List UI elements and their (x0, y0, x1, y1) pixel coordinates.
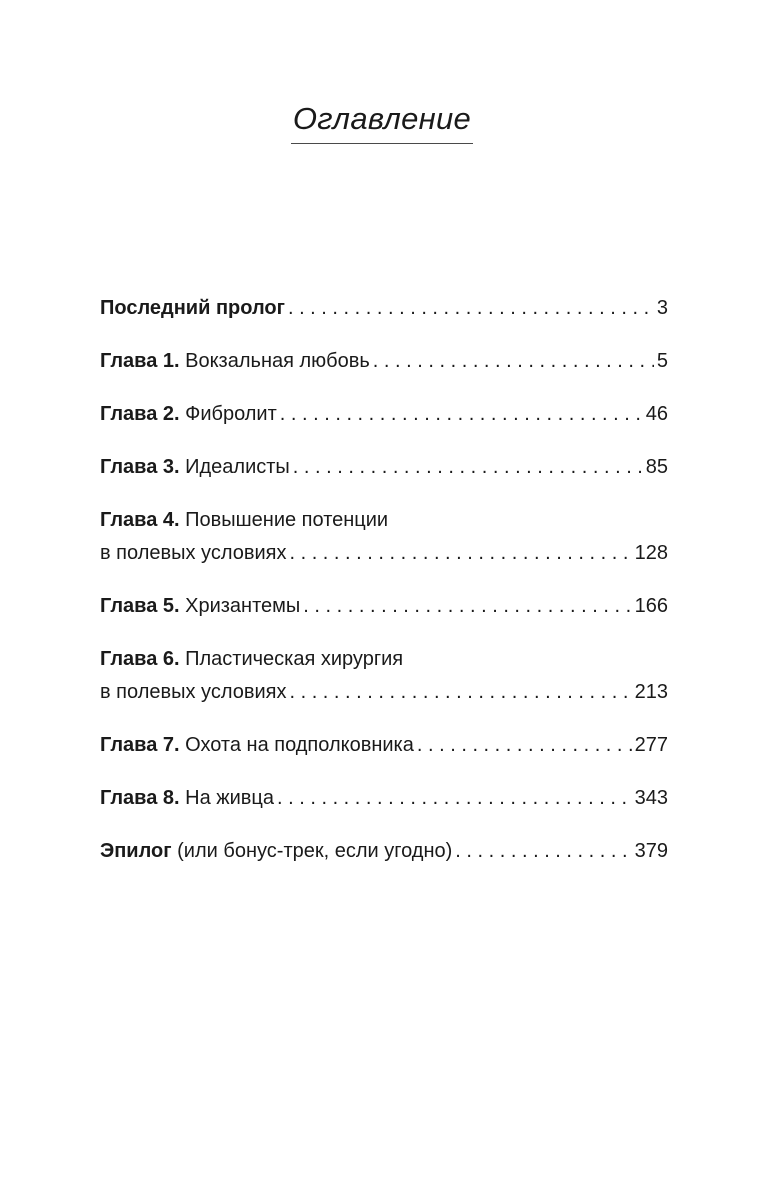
toc-entry-label (100, 782, 274, 815)
toc-entry-title-continuation: в полевых условиях (100, 542, 287, 564)
toc-entry-title: Вокзальная любовь (179, 350, 370, 372)
toc-entry-label (100, 835, 452, 868)
page-title-text: Оглавление (291, 100, 473, 144)
dot-leader (373, 345, 654, 378)
toc-entry-heading: Эпилог (100, 840, 172, 862)
toc-entry-prologue[interactable] (100, 292, 668, 325)
toc-page-number: 85 (645, 456, 668, 478)
toc-entry-heading: Глава 1. (100, 350, 180, 372)
toc-entry-label (100, 590, 300, 623)
dot-leader (289, 537, 631, 570)
page-title (0, 100, 764, 144)
toc-entry-heading: Глава 5. (100, 595, 180, 617)
table-of-contents (100, 292, 668, 888)
dot-leader (303, 590, 631, 623)
toc-entry-heading: Глава 7. (100, 734, 180, 756)
toc-entry-heading: Глава 4. (100, 509, 180, 531)
toc-page-number: 5 (656, 350, 668, 372)
toc-entry-label (100, 504, 668, 537)
dot-leader (288, 292, 654, 325)
toc-entry-chapter-2[interactable] (100, 398, 668, 431)
toc-entry-chapter-8[interactable] (100, 782, 668, 815)
dot-leader (455, 835, 631, 868)
dot-leader (280, 398, 643, 431)
toc-entry-title: Пластическая хирургия (179, 648, 404, 670)
toc-entry-chapter-6[interactable] (100, 643, 668, 709)
dot-leader (289, 676, 631, 709)
toc-page-number: 166 (634, 595, 668, 617)
toc-entry-label (100, 729, 414, 762)
toc-entry-epilogue[interactable] (100, 835, 668, 868)
toc-entry-chapter-4[interactable] (100, 504, 668, 570)
toc-page-number: 128 (634, 542, 668, 564)
toc-entry-heading: Последний пролог (100, 297, 285, 319)
toc-entry-title: Фибролит (179, 403, 277, 425)
toc-entry-label (100, 398, 277, 431)
toc-entry-title: Идеалисты (179, 456, 290, 478)
toc-page-number: 343 (634, 787, 668, 809)
toc-entry-title: Охота на подполковника (179, 734, 414, 756)
dot-leader (277, 782, 632, 815)
toc-page-number: 3 (656, 297, 668, 319)
toc-page-number: 46 (645, 403, 668, 425)
toc-entry-label (100, 292, 285, 325)
toc-entry-title: Хризантемы (179, 595, 301, 617)
toc-page-number: 379 (634, 840, 668, 862)
toc-page-number: 277 (634, 734, 668, 756)
dot-leader (293, 451, 643, 484)
toc-entry-chapter-5[interactable] (100, 590, 668, 623)
toc-entry-heading: Глава 8. (100, 787, 180, 809)
toc-entry-label (100, 451, 290, 484)
toc-entry-heading: Глава 6. (100, 648, 180, 670)
toc-entry-heading: Глава 3. (100, 456, 180, 478)
toc-entry-chapter-3[interactable] (100, 451, 668, 484)
toc-entry-heading: Глава 2. (100, 403, 180, 425)
toc-entry-label (100, 345, 370, 378)
toc-entry-chapter-1[interactable] (100, 345, 668, 378)
toc-entry-chapter-7[interactable] (100, 729, 668, 762)
toc-entry-title-continuation: в полевых условиях (100, 681, 287, 703)
toc-entry-title: На живца (179, 787, 274, 809)
toc-entry-title: Повышение потенции (179, 509, 389, 531)
toc-entry-title: (или бонус-трек, если угодно) (171, 840, 453, 862)
toc-page-number: 213 (634, 681, 668, 703)
dot-leader (417, 729, 632, 762)
toc-entry-label (100, 643, 668, 676)
